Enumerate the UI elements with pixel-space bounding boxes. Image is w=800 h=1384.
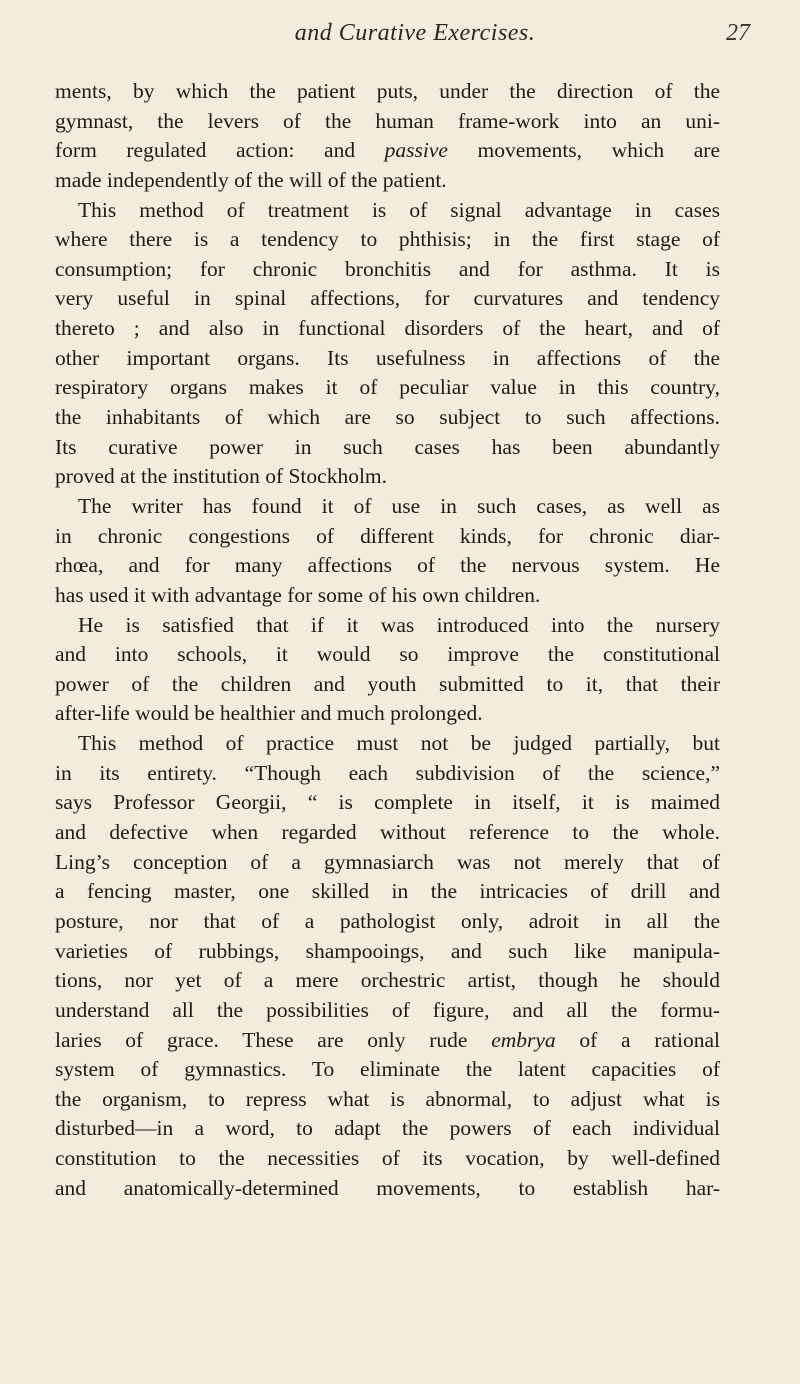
text-run: movements, which are bbox=[447, 138, 720, 163]
text-run: power of the children and youth submitted to it, that their bbox=[55, 671, 720, 696]
text-line bbox=[55, 403, 720, 433]
page-number: 27 bbox=[726, 20, 750, 46]
text-line bbox=[55, 1114, 720, 1144]
text-run: the inhabitants of which are so subject to such affections. bbox=[55, 405, 720, 430]
text-run: rhœa, and for many affections of the nervous system. He bbox=[55, 553, 720, 578]
text-line bbox=[55, 1085, 720, 1115]
text-run: He is satisfied that if it was introduced into the nursery bbox=[78, 612, 720, 637]
text-line bbox=[55, 1055, 720, 1085]
text-line bbox=[55, 344, 720, 374]
text-run: This method of treatment is of signal advantage in cases bbox=[78, 197, 720, 222]
text-line bbox=[55, 907, 720, 937]
text-line bbox=[55, 433, 720, 463]
text-run: and defective when regarded without reference to the whole. bbox=[55, 820, 720, 845]
text-run: other important organs. Its usefulness in affections of the bbox=[55, 345, 720, 370]
text-run: made independently of the will of the patient. bbox=[55, 167, 447, 192]
text-line bbox=[55, 699, 720, 729]
text-run: gymnast, the levers of the human frame-work into an uni- bbox=[55, 108, 720, 133]
text-run: has used it with advantage for some of his own children. bbox=[55, 582, 541, 607]
text-line bbox=[55, 284, 720, 314]
text-run: system of gymnastics. To eliminate the latent capacities of bbox=[55, 1057, 720, 1082]
text-run: disturbed—in a word, to adapt the powers of each individual bbox=[55, 1116, 720, 1141]
italic-word: passive bbox=[384, 138, 448, 163]
text-run: respiratory organs makes it of peculiar value in this country, bbox=[55, 375, 720, 400]
text-run: posture, nor that of a pathologist only, adroit in all the bbox=[55, 908, 720, 933]
text-run: where there is a tendency to phthisis; in the first stage of bbox=[55, 227, 720, 252]
text-run: understand all the possibilities of figure, and all the formu- bbox=[55, 997, 720, 1022]
text-line bbox=[55, 581, 720, 611]
text-run: This method of practice must not be judged partially, but bbox=[78, 731, 720, 756]
text-run: Its curative power in such cases has been abundantly bbox=[55, 434, 720, 459]
body-text bbox=[55, 77, 720, 1203]
running-head bbox=[80, 20, 750, 54]
text-line bbox=[55, 225, 720, 255]
text-run: Ling’s conception of a gymnasiarch was not merely that of bbox=[55, 849, 720, 874]
italic-word: embrya bbox=[491, 1027, 556, 1052]
text-run: and into schools, it would so improve the constitutional bbox=[55, 642, 720, 667]
text-line bbox=[55, 551, 720, 581]
text-line bbox=[55, 373, 720, 403]
text-line bbox=[55, 759, 720, 789]
text-line bbox=[55, 818, 720, 848]
text-run: proved at the institution of Stockholm. bbox=[55, 464, 388, 489]
text-run: thereto ; and also in functional disorders of the heart, and of bbox=[55, 316, 720, 341]
text-line bbox=[55, 788, 720, 818]
text-run: varieties of rubbings, shampooings, and such like manipula- bbox=[55, 938, 720, 963]
text-run: The writer has found it of use in such cases, as well as bbox=[78, 493, 720, 518]
text-line bbox=[55, 966, 720, 996]
text-line bbox=[55, 1026, 720, 1056]
text-run: ments, by which the patient puts, under the direction of the bbox=[55, 79, 720, 103]
text-run: very useful in spinal affections, for curvatures and tendency bbox=[55, 286, 720, 311]
text-line bbox=[55, 492, 720, 522]
text-run: form regulated action: and bbox=[55, 138, 385, 163]
text-line bbox=[55, 107, 720, 137]
text-line bbox=[55, 848, 720, 878]
text-run: constitution to the necessities of its vocation, by well-defined bbox=[55, 1146, 720, 1171]
text-run: consumption; for chronic bronchitis and for asthma. It is bbox=[55, 256, 720, 281]
text-line bbox=[55, 314, 720, 344]
text-line bbox=[55, 1144, 720, 1174]
text-line bbox=[55, 166, 720, 196]
text-line bbox=[55, 611, 720, 641]
text-line bbox=[55, 670, 720, 700]
text-line bbox=[55, 77, 720, 107]
text-line bbox=[55, 196, 720, 226]
text-run: laries of grace. These are only rude bbox=[55, 1027, 492, 1052]
text-run: and anatomically-determined movements, to establish har- bbox=[55, 1175, 720, 1200]
text-run: says Professor Georgii, “ is complete in itself, it is maimed bbox=[55, 790, 720, 815]
text-run: tions, nor yet of a mere orchestric artist, though he should bbox=[55, 968, 720, 993]
text-run: after-life would be healthier and much prolonged. bbox=[55, 701, 483, 726]
text-line bbox=[55, 877, 720, 907]
text-line bbox=[55, 996, 720, 1026]
text-line bbox=[55, 462, 720, 492]
text-line bbox=[55, 522, 720, 552]
text-line bbox=[55, 255, 720, 285]
text-run: a fencing master, one skilled in the intricacies of drill and bbox=[55, 879, 720, 904]
text-line bbox=[55, 136, 720, 166]
text-run: in chronic congestions of different kinds, for chronic diar- bbox=[55, 523, 720, 548]
text-line bbox=[55, 729, 720, 759]
text-run: of a rational bbox=[555, 1027, 721, 1052]
text-run: in its entirety. “Though each subdivision of the science,” bbox=[55, 760, 720, 785]
running-title: and Curative Exercises. bbox=[294, 20, 536, 46]
text-line bbox=[55, 1174, 720, 1204]
text-run: the organism, to repress what is abnormal, to adjust what is bbox=[55, 1086, 720, 1111]
text-line bbox=[55, 640, 720, 670]
text-line bbox=[55, 937, 720, 967]
